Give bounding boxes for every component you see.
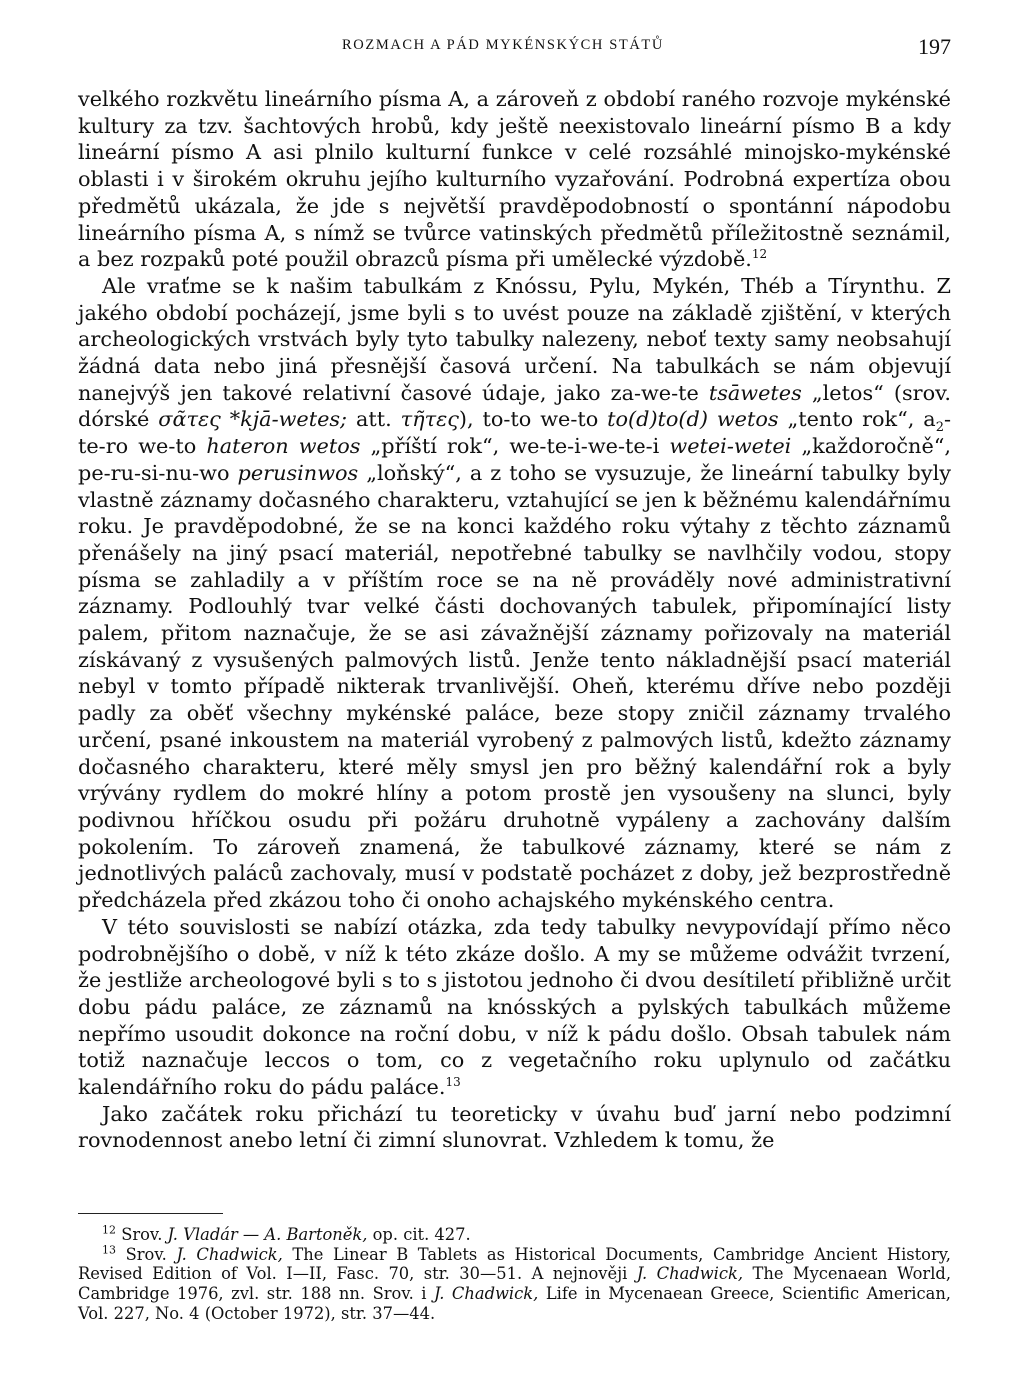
page-number: 197 [918,34,951,59]
footnote-divider [78,1213,223,1214]
body-text [78,86,951,1154]
running-head: ROZMACH A PÁD MYKÉNSKÝCH STÁTŮ [342,37,664,53]
footnote-12: $^{12}$ Srov. J. Vladár — A. Bartoněk, op. cit. 427. [102,1223,471,1244]
footnotes [78,1225,951,1324]
footnote-ref-12: 12 [751,247,768,262]
paragraph-2: Ale vraťme se k našim tabulkám z Knóssu, Pylu, Mykén, Théb a Tírynthu. Z jakého období pocházejí, jsme byli s to uvést pouze na základě zjištění, v kterých archeologických vrstvách byly tyto tabulky nalezeny, neboť texty samy neobsahují žádná data nebo jiná přesnější časová určení. Na tabulkách se nám objevují nanejvýš jen takové relativní časové údaje, jako za-we-te tsāwetes „letos“ (srov. dórské σᾶτες *kjā-wetes; att. τῆτες), to-to we-to to(d)to(d) wetos „tento rok“, $a_2-te-ro$ we-to hateron wetos „příští rok“, we-te-i-we-te-i wetei-wetei „každoročně“, pe-ru-si-nu-wo perusinwos „loňský“, a z toho se vysuzuje, že lineární tabulky byly vlastně záznamy dočasného charakteru, vztahující se jen k běžnému kalendářnímu roku. Je pravděpodobné, že se na konci každého roku výtahy z těchto záznamů přenášely na jiný psací materiál, nepotřebné tabulky se navlhčily vodou, stopy písma se zahladily a v příštím roce se na ně prováděly nové administrativní záznamy. Podlouhlý tvar velké části dochovaných tabulek, připomínající listy palem, přitom naznačuje, že se asi závažnější záznamy pořizovaly na materiál získávaný z vysušených palmových listů. Jenže tento nákladnější psací materiál nebyl v tomto případě nikterak trvanlivější. Oheň, kterému dříve nebo později padly za oběť všechny mykénské paláce, beze stopy zničil záznamy trvalého určení, psané inkoustem na materiál vyrobený z palmových listů, kdežto záznamy dočasného charakteru, které měly smysl jen pro běžný kalendářní rok a byly vrývány rydlem do mokré hlíny a potom prostě jen vysoušeny na slunci, byly podivnou hříčkou osudu při požáru druhotně vypáleny a zachovány dalším pokolením. To zároveň znamená, že tabulkové záznamy, které se nám z jednotlivých paláců zachovaly, musí v podstatě pocházet z doby, jež bezprostředně předcházela před zkázou toho či onoho achajského mykénského centra. [78,273,952,913]
footnote-13: $^{13}$ Srov. J. Chadwick, The Linear B Tablets as Historical Documents, Cambridge Ancient History, Revised Edition of Vol. I—II, Fasc. 70, str. 30—51. A nejnověji J. Chadwick, The Mycenaean World, Cambridge 1976, zvl. str. 188 nn. Srov. i J. Chadwick, Life in Mycenaean Greece, Scientific American, Vol. 227, No. 4 (October 1972), str. 37—44. [78,1243,951,1323]
paragraph-1: velkého rozkvětu lineárního písma A, a zároveň z období raného rozvoje mykénské kultury za tzv. šachtových hrobů, kdy ještě neexistovalo lineární písmo B a kdy lineární písmo A asi plnilo kulturní funkce v celé rozsáhlé minojsko-mykénské oblasti i v širokém okruhu jejího kulturního vyzařování. Podrobná expertíza obou předmětů ukázala, že jde s největší pravděpodobností o spontánní nápodobu lineárního písma A, s nímž se tvůrce vatinských předmětů příležitostně seznámil, a bez rozpaků poté použil obrazců písma při umělecké výzdobě.$^{12}$ [78,87,951,272]
page-header [78,34,951,60]
paragraph-4: Jako začátek roku přichází tu teoreticky v úvahu buď jarní nebo podzimní rovnodennost anebo letní či zimní slunovrat. Vzhledem k tomu, že [78,1101,951,1153]
footnote-ref-13: 13 [445,1075,461,1090]
paragraph-3: V této souvislosti se nabízí otázka, zda tedy tabulky nevypovídají přímo něco podrobnějšího o době, v níž k této zkáze došlo. A my se můžeme odvážit tvrzení, že jestliže archeologové byli s to s jistotou jednoho či dvou desítiletí přibližně určit dobu pádu paláce, ze záznamů na knósských a pylských tabulkách můžeme nepřímo usoudit dokonce na roční dobu, v níž k pádu došlo. Obsah tabulek nám totiž naznačuje leccos o tom, co z vegetačního roku uplynulo od začátku kalendářního roku do pádu paláce.$^{13}$ [78,914,951,1100]
